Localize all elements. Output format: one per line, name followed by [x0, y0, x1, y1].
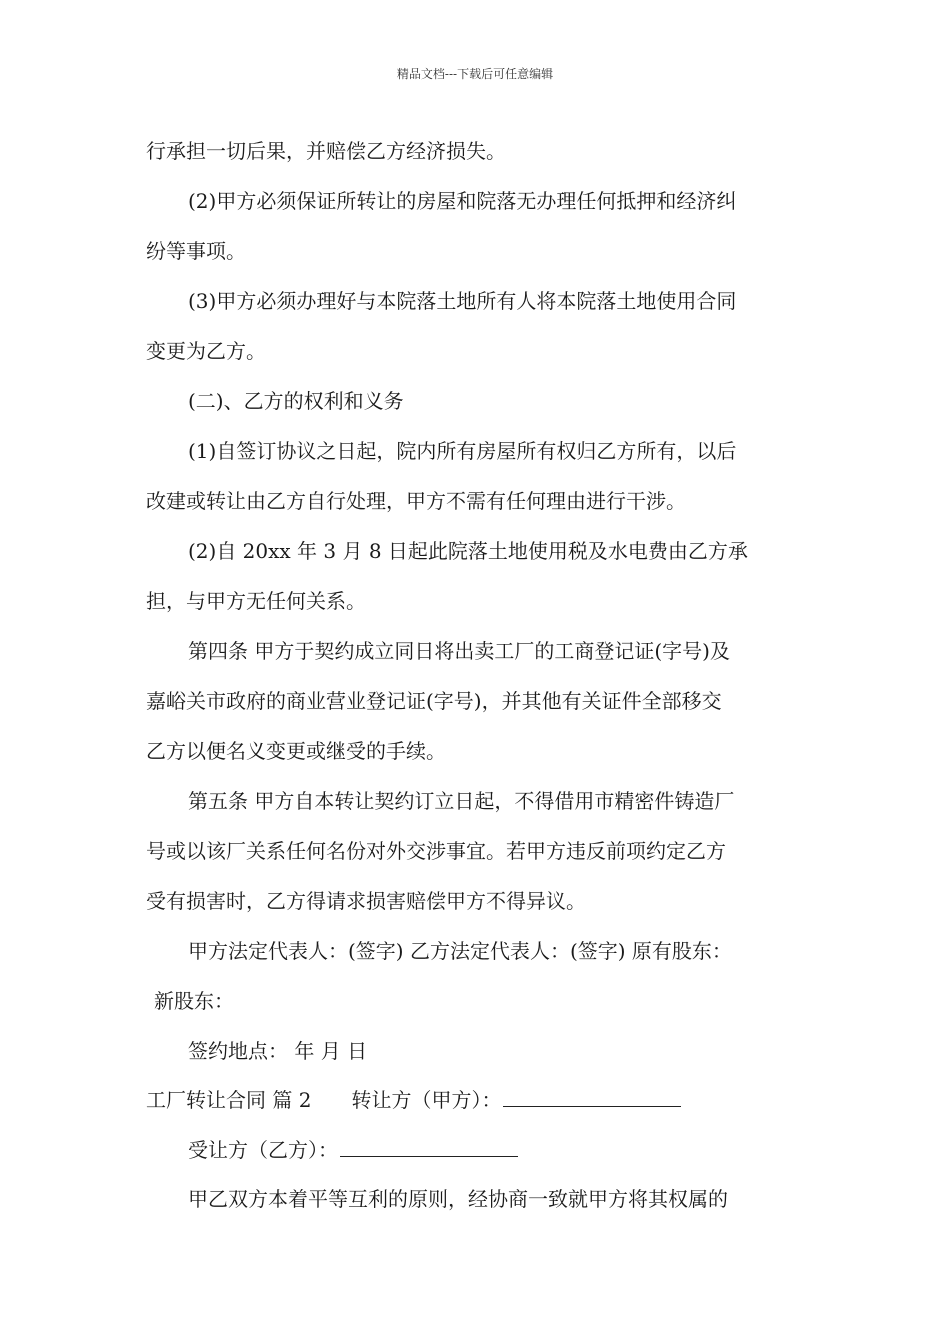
text-line: (1)自签订协议之日起，院内所有房屋所有权归乙方所有，以后 — [188, 439, 737, 463]
text-line: 嘉峪关市政府的商业营业登记证(字号)，并其他有关证件全部移交 — [146, 689, 722, 713]
text-line: 号或以该厂关系任何名份对外交涉事宜。若甲方违反前项约定乙方 — [146, 839, 726, 863]
text-line: 第五条 甲方自本转让契约订立日起，不得借用市精密件铸造厂 — [188, 789, 735, 813]
signature-line: 甲方法定代表人：(签字) 乙方法定代表人：(签字) 原有股东： — [188, 939, 732, 963]
text-line: (3)甲方必须办理好与本院落土地所有人将本院落土地使用合同 — [188, 289, 737, 313]
text-line: 改建或转让由乙方自行处理，甲方不需有任何理由进行干涉。 — [146, 489, 686, 513]
text-line: 乙方以便名义变更或继受的手续。 — [146, 739, 446, 763]
text-line: 行承担一切后果，并赔偿乙方经济损失。 — [146, 139, 506, 163]
text-line: 第四条 甲方于契约成立同日将出卖工厂的工商登记证(字号)及 — [188, 639, 730, 663]
contract2-header-line — [146, 1084, 681, 1114]
transferee-label: 受让方（乙方）： — [188, 1138, 338, 1162]
contract2-title: 工厂转让合同 篇 2 — [146, 1088, 312, 1112]
page-header: 精品文档---下载后可任意编辑 — [396, 67, 554, 81]
text-line: 受有损害时，乙方得请求损害赔偿甲方不得异议。 — [146, 889, 586, 913]
transferee-line — [188, 1134, 518, 1164]
text-line: 变更为乙方。 — [146, 339, 266, 363]
text-line: 甲乙双方本着平等互利的原则，经协商一致就甲方将其权属的 — [188, 1187, 728, 1211]
transferor-label: 转让方（甲方）： — [351, 1088, 502, 1112]
transferee-blank — [340, 1134, 518, 1157]
transferor-blank — [503, 1084, 681, 1107]
text-line: (2)甲方必须保证所转让的房屋和院落无办理任何抵押和经济纠 — [188, 189, 737, 213]
section-heading: (二)、乙方的权利和义务 — [188, 389, 404, 413]
text-line: 纷等事项。 — [146, 239, 246, 263]
text-line: 担，与甲方无任何关系。 — [146, 589, 366, 613]
text-line: (2)自 20xx 年 3 月 8 日起此院落土地使用税及水电费由乙方承 — [188, 539, 748, 563]
signature-line: 新股东： — [154, 989, 234, 1013]
signing-place-date: 签约地点： 年 月 日 — [188, 1039, 368, 1063]
